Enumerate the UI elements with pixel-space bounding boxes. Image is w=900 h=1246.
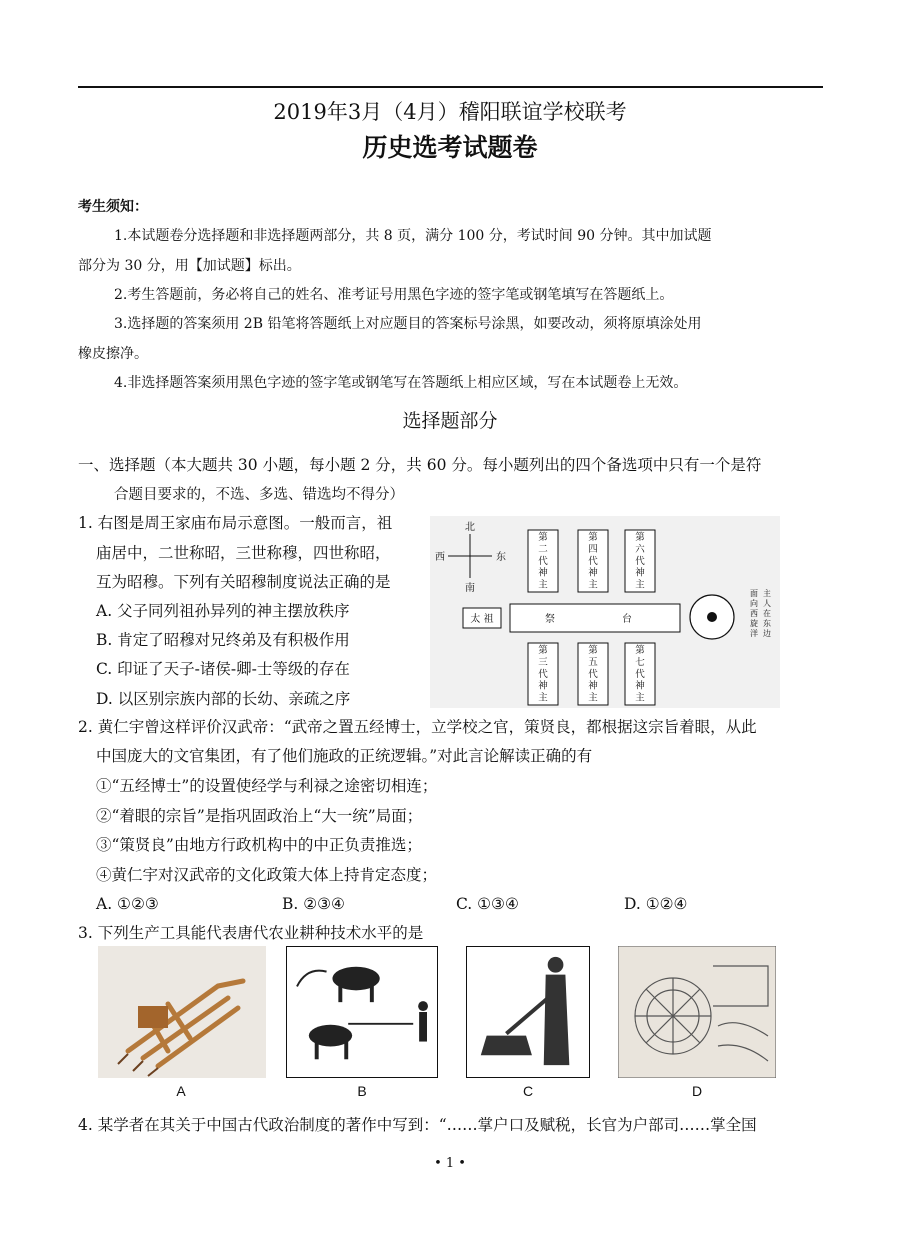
tablet-gen4 — [578, 530, 608, 592]
q1-option-b: B. 肯定了昭穆对兄终弟及有积极作用 — [96, 631, 350, 649]
side-note-1: 主人在东边 — [763, 589, 771, 638]
q2-item-4: ④黄仁宇对汉武帝的文化政策大体上持肯定态度； — [96, 866, 438, 884]
q2-option-b: B. ②③④ — [282, 895, 345, 913]
tool-label-b: B — [357, 1083, 367, 1099]
exam-title: 2019年3月（4月）稽阳联谊学校联考 — [273, 100, 627, 124]
q1-option-d: D. 以区别宗族内部的长幼、亲疏之序 — [96, 690, 351, 708]
tablet-gen5 — [578, 643, 608, 705]
temple-layout-diagram — [430, 516, 780, 708]
q2-option-c: C. ①③④ — [456, 895, 519, 913]
ancestor-label: 太 祖 — [470, 614, 494, 625]
q2-stem-line2: 中国庞大的文官集团，有了他们施政的正统逻辑。”对此言论解读正确的有 — [96, 747, 593, 765]
altar-left: 祭 — [545, 614, 555, 625]
notice-item-3: 3.选择题的答案须用 2B 铅笔将答题纸上对应题目的答案标号涂黑，如要改动，须将原填涂处用 — [114, 316, 702, 332]
q2-item-1: ①“五经博士”的设置使经学与利禄之途密切相连； — [96, 777, 438, 795]
tool-image-a — [98, 946, 266, 1078]
tablet-gen6-text: 第六代神主 — [635, 532, 645, 591]
q2-option-a: A. ①②③ — [96, 895, 159, 913]
altar-right: 台 — [622, 614, 632, 625]
notice-item-1: 1.本试题卷分选择题和非选择题两部分，共 8 页，满分 100 分，考试时间 90 分钟。其中加试题 — [114, 228, 712, 244]
compass-south: 南 — [465, 583, 475, 594]
q1-stem-line1: 1. 右图是周王家庙布局示意图。一般而言，祖 — [78, 514, 393, 532]
compass-west: 西 — [435, 552, 445, 563]
notice-item-3-cont: 橡皮擦净。 — [78, 346, 148, 362]
tablet-gen4-text: 第四代神主 — [588, 532, 598, 591]
notice-item-4: 4.非选择题答案须用黑色字迹的签字笔或钢笔写在答题纸上相应区域，写在本试题卷上无效。 — [114, 375, 688, 391]
page-number: • 1 • — [434, 1156, 466, 1171]
tablet-gen3-text: 第三代神主 — [538, 645, 548, 704]
header-rule — [78, 86, 823, 88]
q1-stem-line2: 庙居中，二世称昭，三世称穆，四世称昭， — [96, 544, 391, 562]
tablet-gen2 — [528, 530, 558, 592]
q2-option-d: D. ①②④ — [624, 895, 688, 913]
q4-stem: 4. 某学者在其关于中国古代政治制度的著作中写到：“……掌户口及赋税，长官为户部司……掌全国 — [78, 1116, 757, 1134]
q1-option-a: A. 父子同列祖孙异列的神主摆放秩序 — [96, 602, 350, 620]
tool-image-d — [618, 946, 776, 1078]
exam-subtitle: 历史选考试题卷 — [362, 133, 538, 162]
tablet-gen6 — [625, 530, 655, 592]
section-heading: 一、选择题（本大题共 30 小题，每小题 2 分，共 60 分。每小题列出的四个备选项中只有一个是符 — [78, 456, 762, 474]
tool-label-d: D — [691, 1083, 703, 1099]
section-heading-cont: 合题目要求的，不选、多选、错选均不得分） — [114, 487, 404, 503]
compass-east: 东 — [496, 552, 506, 563]
tool-label-a: A — [176, 1083, 186, 1099]
q3-stem: 3. 下列生产工具能代表唐代农业耕种技术水平的是 — [78, 924, 424, 942]
q1-stem-line3: 互为昭穆。下列有关昭穆制度说法正确的是 — [96, 573, 391, 591]
side-note-2: 面向西旋洋 — [750, 589, 758, 638]
notice-heading: 考生须知： — [78, 198, 148, 214]
tablet-gen7-text: 第七代神主 — [635, 645, 645, 704]
tablet-gen3 — [528, 643, 558, 705]
compass-north: 北 — [465, 522, 475, 533]
section-title: 选择题部分 — [402, 410, 498, 432]
q2-item-2: ②“着眼的宗旨”是指巩固政治上“大一统”局面； — [96, 807, 423, 825]
q2-stem-line1: 2. 黄仁宇曾这样评价汉武帝：“武帝之置五经博士，立学校之官，策贤良，都根据这宗旨着眼，从此 — [78, 718, 757, 736]
tool-image-c — [466, 946, 590, 1078]
tool-image-b — [286, 946, 438, 1078]
notice-item-1-cont: 部分为 30 分，用【加试题】标出。 — [78, 258, 301, 274]
tablet-gen5-text: 第五代神主 — [588, 645, 598, 704]
tablet-gen2-text: 第二代神主 — [538, 532, 548, 591]
q1-option-c: C. 印证了天子-诸侯-卿-士等级的存在 — [96, 660, 350, 678]
q2-item-3: ③“策贤良”由地方行政机构中的中正负责推选； — [96, 836, 422, 854]
tablet-gen7 — [625, 643, 655, 705]
tool-label-c: C — [522, 1083, 534, 1099]
notice-item-2: 2.考生答题前，务必将自己的姓名、准考证号用黑色字迹的签字笔或钢笔填写在答题纸上。 — [114, 287, 674, 303]
